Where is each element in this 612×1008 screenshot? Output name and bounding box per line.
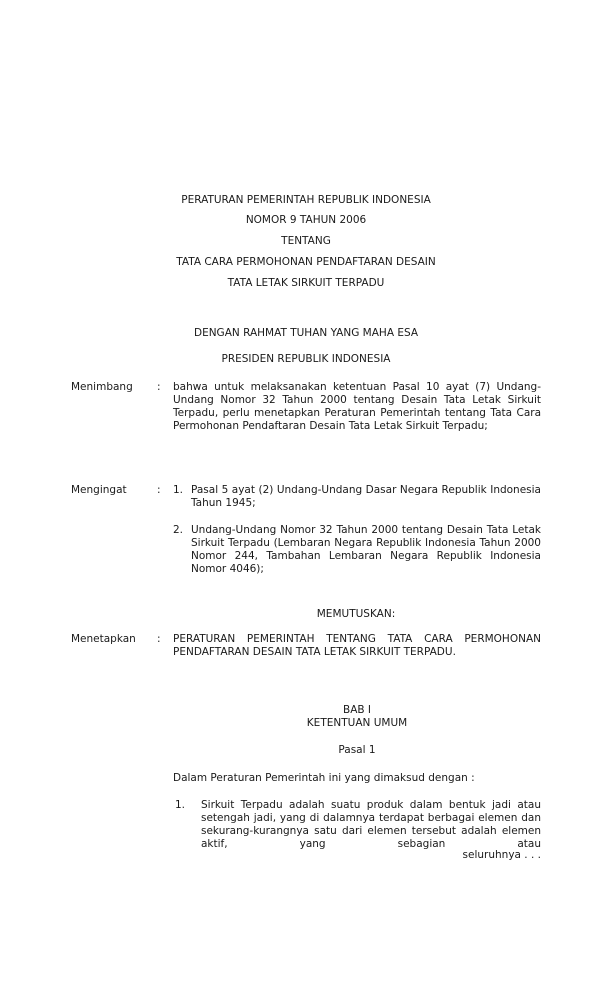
title-line-4: TATA CARA PERMOHONAN PENDAFTARAN DESAIN [176, 256, 436, 268]
menimbang-text: bahwa untuk melaksanakan ketentuan Pasal 10 ayat (7) Undang-Undang Nomor 32 Tahun 2000 tentang Desain Tata Letak Sirkuit Terpadu, perlu menetapkan Peraturan Pemerintah tentang Tata Cara Permohonan Pendaftaran Desain Tata Letak Sirkuit Terpadu; [173, 381, 541, 432]
mengingat-label: Mengingat [71, 484, 127, 496]
continuation-catchword: seluruhnya . . . [462, 849, 541, 861]
title-line-1: PERATURAN PEMERINTAH REPUBLIK INDONESIA [181, 194, 431, 206]
mengingat-item-1-number: 1. [173, 484, 184, 496]
pasal-heading: Pasal 1 [338, 744, 376, 756]
rahmat-line: DENGAN RAHMAT TUHAN YANG MAHA ESA [193, 327, 419, 339]
definition-1-text: Sirkuit Terpadu adalah suatu produk dalam bentuk jadi atau setengah jadi, yang di dalamnya terdapat berbagai elemen dan sekurang-kurangnya satu dari elemen tersebut adalah elemen aktif, yang sebagian atau [201, 799, 541, 850]
menimbang-colon: : [157, 381, 161, 393]
presiden-line: PRESIDEN REPUBLIK INDONESIA [221, 353, 391, 365]
memutuskan-heading: MEMUTUSKAN: [316, 608, 396, 620]
title-line-2: NOMOR 9 TAHUN 2006 [245, 214, 367, 226]
menimbang-label: Menimbang [71, 381, 133, 393]
menetapkan-text: PERATURAN PEMERINTAH TENTANG TATA CARA PERMOHONAN PENDAFTARAN DESAIN TATA LETAK SIRKUIT TERPADU. [173, 633, 541, 658]
title-line-3: TENTANG [281, 235, 331, 247]
mengingat-colon: : [157, 484, 161, 496]
menetapkan-label: Menetapkan [71, 633, 136, 645]
mengingat-item-1-text: Pasal 5 ayat (2) Undang-Undang Dasar Negara Republik Indonesia Tahun 1945; [191, 484, 541, 509]
definition-1-number: 1. [175, 799, 186, 811]
menetapkan-colon: : [157, 633, 161, 645]
bab-subtitle: KETENTUAN UMUM [306, 717, 408, 729]
definitions-intro: Dalam Peraturan Pemerintah ini yang dimaksud dengan : [173, 772, 475, 784]
title-line-5: TATA LETAK SIRKUIT TERPADU [227, 277, 385, 289]
bab-title: BAB I [342, 704, 372, 716]
mengingat-item-2-number: 2. [173, 524, 184, 536]
mengingat-item-2-text: Undang-Undang Nomor 32 Tahun 2000 tentang Desain Tata Letak Sirkuit Terpadu (Lembaran Negara Republik Indonesia Tahun 2000 Nomor 244, Tambahan Lembaran Negara Republik Indonesia Nomor 4046); [191, 524, 541, 575]
